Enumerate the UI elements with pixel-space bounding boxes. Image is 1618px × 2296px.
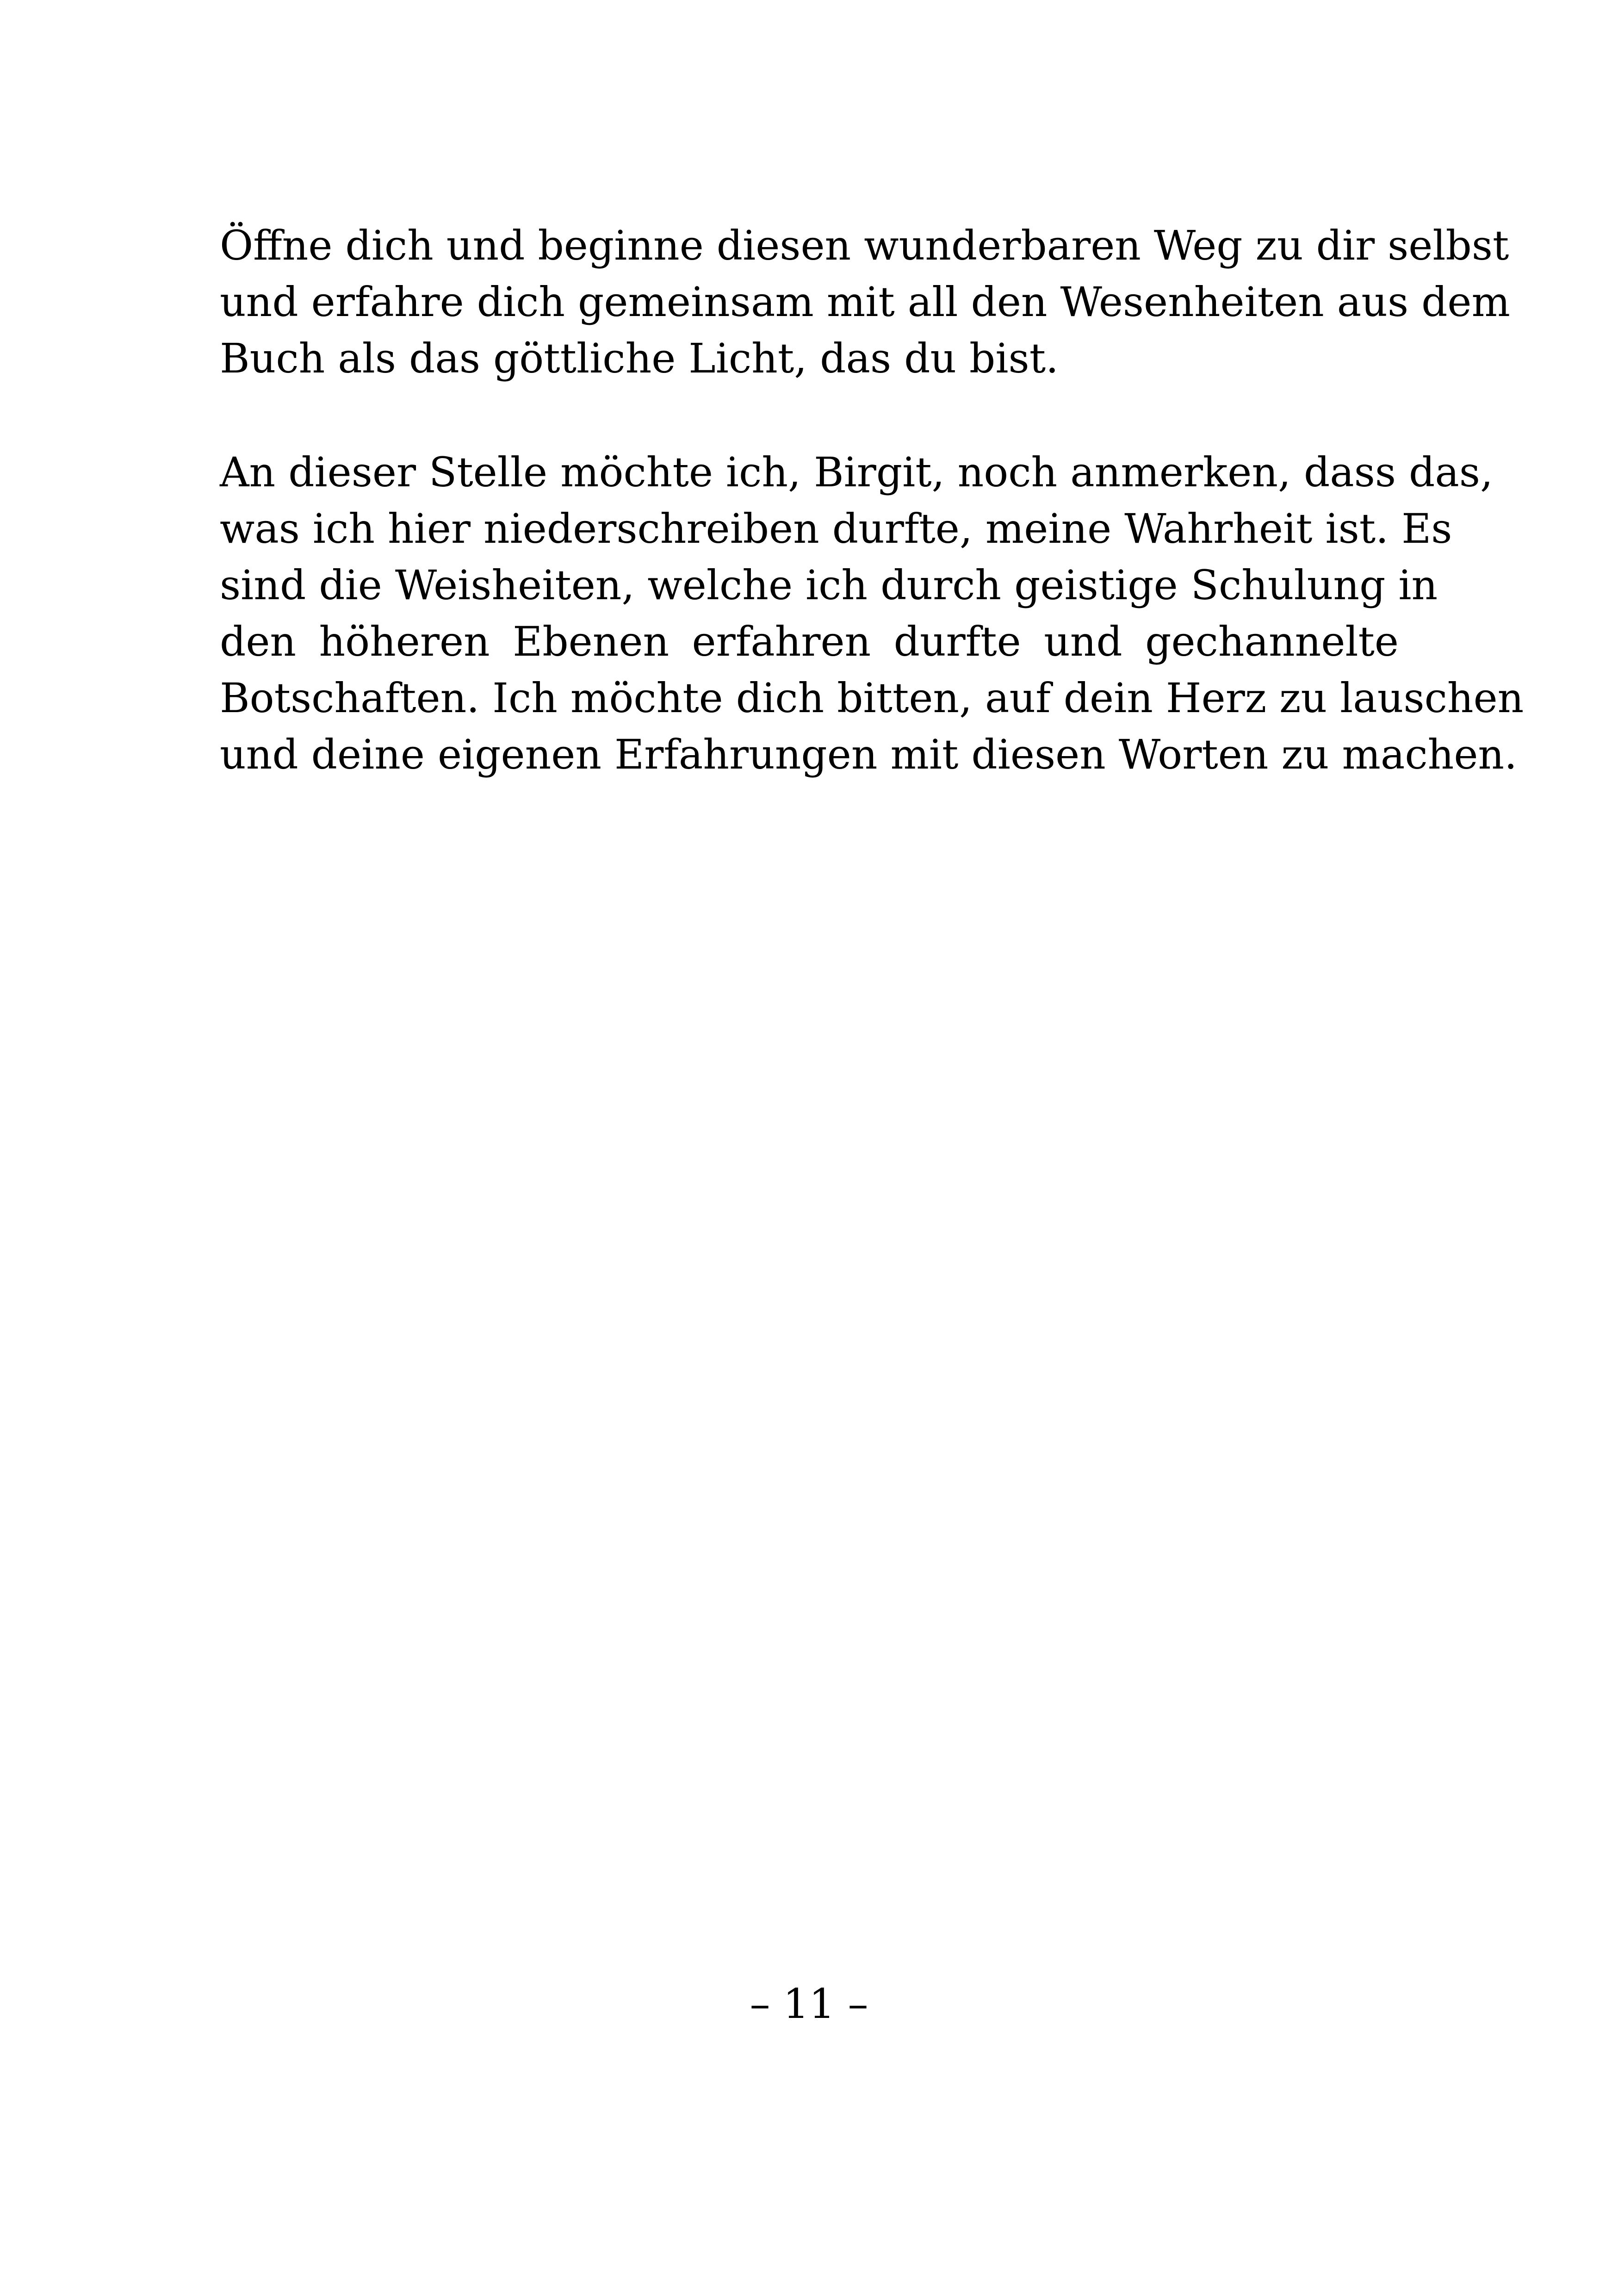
- paragraph-author-note: [220, 444, 1524, 783]
- paragraph-line: sind die Weisheiten, welche ich durch geistige Schulung in: [220, 561, 1438, 609]
- paragraph-line: und deine eigenen Erfahrungen mit diesen Worten zu machen.: [220, 731, 1518, 778]
- paragraph-intro: [220, 217, 1510, 387]
- paragraph-line: Öffne dich und beginne diesen wunderbaren Weg zu dir selbst: [220, 222, 1509, 269]
- paragraph-line: den höheren Ebenen erfahren durfte und gechannelte: [220, 618, 1399, 665]
- paragraph-line: Botschaften. Ich möchte dich bitten, auf dein Herz zu lauschen: [220, 674, 1524, 722]
- paragraph-line: Buch als das göttliche Licht, das du bist.: [220, 335, 1059, 382]
- page-number: – 11 –: [750, 1980, 868, 2028]
- paragraph-line: was ich hier niederschreiben durfte, meine Wahrheit ist. Es: [220, 505, 1452, 552]
- paragraph-line: und erfahre dich gemeinsam mit all den Wesenheiten aus dem: [220, 278, 1510, 326]
- paragraph-line: An dieser Stelle möchte ich, Birgit, noch anmerken, dass das,: [220, 448, 1493, 496]
